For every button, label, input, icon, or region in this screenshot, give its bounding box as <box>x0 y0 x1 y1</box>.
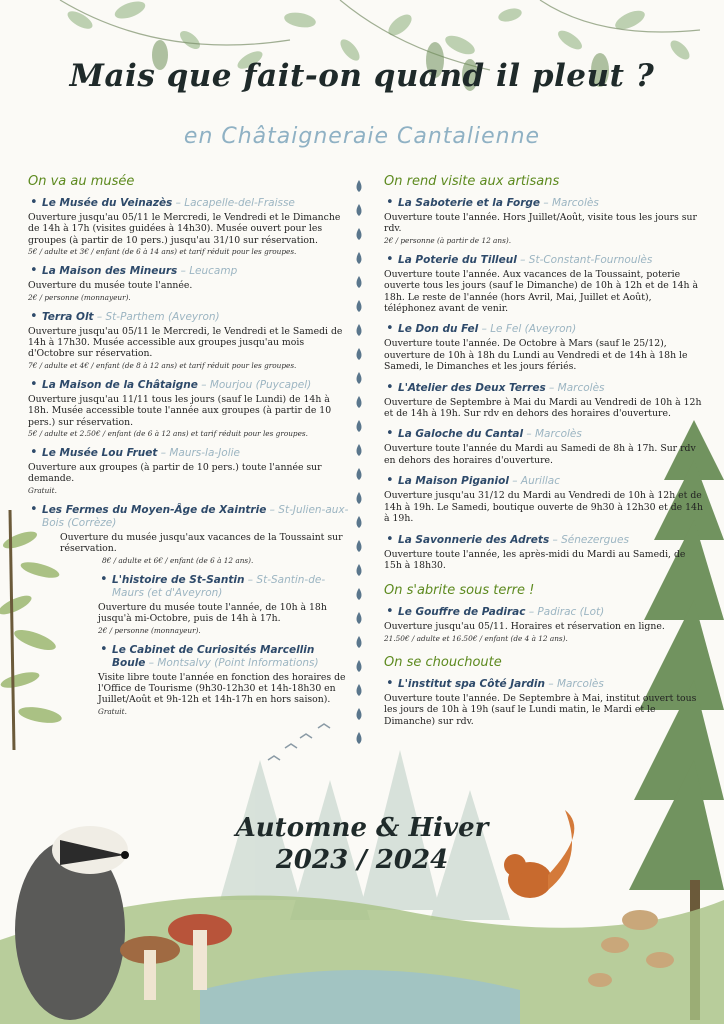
entry-name: Le Don du Fel <box>398 323 479 336</box>
list-item: • Les Fermes du Moyen-Âge de Xaintrie – St-Julien-aux-Bois (Corrèze) Ouverture du musée jusqu'aux vacances de la Toussaint sur réservation. 8€ / adulte et 6€ / enfant (de 6 à 12 ans). <box>28 504 350 565</box>
activities-column <box>384 174 704 736</box>
entry-description: Ouverture du musée toute l'année, de 10h à 18h jusqu'à mi-Octobre, puis de 14h à 17h. <box>98 601 327 625</box>
entry-place: Marcolès <box>556 677 604 690</box>
entry-price: 2€ / personne (monnayeur). <box>28 292 131 302</box>
entry-description: Ouverture de Septembre à Mai du Mardi au Vendredi de 10h à 12h et de 14h à 19h. Sur rdv en dehors des horaires d'ouverture. <box>384 396 702 420</box>
list-item: • L'institut spa Côté Jardin – Marcolès Ouverture toute l'année. De Septembre à Mai, institut ouvert tous les jours de 10h à 19h (sauf le Lundi matin, le Mardi et le Dimanche) sur rdv. <box>384 678 704 727</box>
list-item: • La Galoche du Cantal – Marcolès Ouverture toute l'année du Mardi au Samedi de 8h à 17h. Sur rdv en dehors des horaires d'ouverture. <box>384 428 704 466</box>
list-item: • La Maison Piganiol – Aurillac Ouverture jusqu'au 31/12 du Mardi au Vendredi de 10h à 12h et de 14h à 19h. Le Samedi, boutique ouverte de 9h30 à 12h30 et de 14h à 19h. <box>384 475 704 524</box>
entry-description: Ouverture toute l'année, les après-midi du Mardi au Samedi, de 15h à 18h30. <box>384 548 686 571</box>
list-item: • Le Cabinet de Curiosités Marcellin Boule – Montsalvy (Point Informations) Visite libre toute l'année en fonction des horaires de l'Office de Tourisme (9h30-12h30 et 14h-18h30 en Juillet/Août et 9h-12h et 14h-17h en hors saison). Gratuit. <box>98 644 350 716</box>
entry-price: Gratuit. <box>28 485 57 495</box>
entry-price: 5€ / adulte et 3€ / enfant (de 6 à 14 ans) et tarif réduit pour les groupes. <box>28 247 297 257</box>
entry-name: La Maison des Mineurs <box>42 265 178 278</box>
list-item: • Terra Olt – St-Parthem (Aveyron) Ouverture jusqu'au 05/11 le Mercredi, le Vendredi et le Samedi de 14h à 17h30. Musée accessible aux groupes jusqu'au mois d'Octobre sur réservation. 7€ / adulte et 4€ / enfant (de 8 à 12 ans) et tarif réduit pour les groupes. <box>28 311 350 370</box>
entry-place: Marcolès <box>557 381 605 394</box>
entry-place: Sénezergues <box>561 533 629 546</box>
season-line-2: 2023 / 2024 <box>275 845 449 875</box>
raindrop-divider <box>352 178 366 758</box>
entry-place: Lacapelle-del-Fraisse <box>184 197 295 209</box>
list-item: • Le Musée du Veinazès – Lacapelle-del-Fraisse Ouverture jusqu'au 05/11 le Mercredi, le Vendredi et le Dimanche de 14h à 17h (visites guidées à 14h30). Musée ouvert pour les groupes (à partir de 10 pers.) jusqu'au 31/10 sur réservation. 5€ / adulte et 3€ / enfant (de 6 à 14 ans) et tarif réduit pour les groupes. <box>28 197 350 256</box>
entry-description: Ouverture toute l'année. Hors Juillet/Août, visite tous les jours sur rdv. <box>384 212 697 235</box>
entry-name: L'institut spa Côté Jardin <box>398 677 545 690</box>
list-item: • La Savonnerie des Adrets – Sénezergues Ouverture toute l'année, les après-midi du Mardi au Samedi, de 15h à 18h30. <box>384 534 704 572</box>
entry-name: Les Fermes du Moyen-Âge de Xaintrie <box>42 503 267 516</box>
list-item: • La Poterie du Tilleul – St-Constant-Fournoulès Ouverture toute l'année. Aux vacances de la Toussaint, poterie ouverte tous les jours (sauf le Dimanche) de 10h à 12h et de 14h à 18h. Le reste de l'année (hors Avril, Mai, Juillet et Août), téléphonez avant de venir. <box>384 254 704 315</box>
entry-description: Ouverture du musée jusqu'aux vacances de la Toussaint sur réservation. <box>60 531 343 555</box>
page-title: Mais que fait-on quand il pleut ? <box>69 58 655 94</box>
entry-place: Mourjou (Puycapel) <box>209 378 312 391</box>
entry-description: Ouverture jusqu'au 11/11 tous les jours (sauf le Lundi) de 14h à 18h. Musée accessible toute l'année aux groupes (à partir de 10 pers.) sur réservation. <box>28 393 332 428</box>
entry-name: Le Musée du Veinazès <box>42 197 173 209</box>
entry-name: L'histoire de St-Santin <box>112 573 245 586</box>
section-title-underground: On s'abrite sous terre ! <box>384 583 535 599</box>
season-line-1: Automne & Hiver <box>235 813 489 843</box>
page-subtitle: en Châtaigneraie Cantalienne <box>183 124 541 149</box>
entry-place: St-Julien-aux-Bois (Corrèze) <box>42 503 349 529</box>
entry-price: 8€ / adulte et 6€ / enfant (de 6 à 12 ans). <box>102 555 254 565</box>
entry-description: Ouverture du musée toute l'année. <box>28 280 193 292</box>
section-title-artisans: On rend visite aux artisans <box>384 174 560 189</box>
section-title-museums: On va au musée <box>28 174 135 189</box>
entry-description: Ouverture toute l'année. De Septembre à Mai, institut ouvert tous les jours de 10h à 19h (sauf le Lundi matin, le Mardi et le Dimanche) sur rdv. <box>384 692 697 727</box>
entry-place: Aurillac <box>520 475 561 488</box>
entry-price: Gratuit. <box>98 706 127 716</box>
entry-name: Le Cabinet de Curiosités Marcellin Boule <box>112 643 315 669</box>
entry-name: La Maison Piganiol <box>398 475 509 488</box>
entry-price: 5€ / adulte et 2.50€ / enfant (de 6 à 12 ans) et tarif réduit pour les groupes. <box>28 429 308 439</box>
entry-name: La Maison de la Châtaigne <box>42 378 198 391</box>
entry-place: St-Santin-de-Maurs (et d'Aveyron) <box>112 573 326 599</box>
museums-column <box>28 174 350 725</box>
entry-name: La Savonnerie des Adrets <box>398 533 550 546</box>
entry-name: Le Gouffre de Padirac <box>398 606 526 619</box>
entry-description: Ouverture toute l'année. Aux vacances de la Toussaint, poterie ouverte tous les jours (sauf le Dimanche) de 10h à 12h et de 14h à 18h. Le reste de l'année (hors Avril, Mai, Juillet et Août), téléphonez avant de venir. <box>384 268 699 315</box>
entry-description: Ouverture jusqu'au 05/11 le Mercredi, le Vendredi et le Samedi de 14h à 17h30. Musée accessible aux groupes jusqu'au mois d'Octobre sur réservation. <box>28 325 343 360</box>
list-item: • La Maison de la Châtaigne – Mourjou (Puycapel) Ouverture jusqu'au 11/11 tous les jours (sauf le Lundi) de 14h à 18h. Musée accessible toute l'année aux groupes (à partir de 10 pers.) sur réservation. 5€ / adulte et 2.50€ / enfant (de 6 à 12 ans) et tarif réduit pour les groupes. <box>28 379 350 438</box>
entry-description: Ouverture aux groupes (à partir de 10 pers.) toute l'année sur demande. <box>28 462 322 485</box>
entry-name: La Poterie du Tilleul <box>398 253 517 266</box>
entry-description: Ouverture toute l'année. De Octobre à Mars (sauf le 25/12), ouverture de 10h à 18h du Lundi au Vendredi et de 14h à 18h le Samedi, le Dimanches et les jours fériés. <box>384 338 688 373</box>
entry-place: Marcolès <box>551 197 599 209</box>
list-item: • Le Musée Lou Fruet – Maurs-la-Jolie Ouverture aux groupes (à partir de 10 pers.) toute l'année sur demande. Gratuit. <box>28 447 350 495</box>
entry-name: La Galoche du Cantal <box>398 428 524 441</box>
entry-price: 2€ / personne (à partir de 12 ans). <box>384 235 512 245</box>
entry-place: Maurs-la-Jolie <box>169 447 241 460</box>
entry-place: Montsalvy (Point Informations) <box>157 656 319 669</box>
entry-place: Padirac (Lot) <box>537 606 605 619</box>
list-item: • Le Gouffre de Padirac – Padirac (Lot) Ouverture jusqu'au 05/11. Horaires et réservation en ligne. 21.50€ / adulte et 16.50€ / enfant (de 4 à 12 ans). <box>384 606 704 642</box>
section-title-pamper: On se chouchoute <box>384 654 502 670</box>
entry-place: St-Constant-Fournoulès <box>528 253 653 266</box>
entry-price: 7€ / adulte et 4€ / enfant (de 8 à 12 ans) et tarif réduit pour les groupes. <box>28 360 297 370</box>
entry-place: Leucamp <box>189 265 238 278</box>
list-item: • Le Don du Fel – Le Fel (Aveyron) Ouverture toute l'année. De Octobre à Mars (sauf le 25/12), ouverture de 10h à 18h du Lundi au Vendredi et de 14h à 18h le Samedi, le Dimanches et les jours fériés. <box>384 323 704 372</box>
entry-name: La Saboterie et la Forge <box>398 197 541 209</box>
list-item: • L'Atelier des Deux Terres – Marcolès Ouverture de Septembre à Mai du Mardi au Vendredi de 10h à 12h et de 14h à 19h. Sur rdv en dehors des horaires d'ouverture. <box>384 382 704 420</box>
entry-place: Le Fel (Aveyron) <box>490 323 577 336</box>
entry-description: Ouverture jusqu'au 05/11. Horaires et réservation en ligne. <box>384 621 665 633</box>
entry-description: Ouverture toute l'année du Mardi au Samedi de 8h à 17h. Sur rdv en dehors des horaires d'ouverture. <box>384 443 696 466</box>
entry-description: Ouverture jusqu'au 05/11 le Mercredi, le Vendredi et le Dimanche de 14h à 17h (visites guidées à 14h30). Musée ouvert pour les groupes (à partir de 10 pers.) jusqu'au 31/10 sur réservation. <box>28 212 341 246</box>
entry-name: Terra Olt <box>42 310 94 323</box>
list-item: • La Saboterie et la Forge – Marcolès Ouverture toute l'année. Hors Juillet/Août, visite tous les jours sur rdv. 2€ / personne (à partir de 12 ans). <box>384 197 704 245</box>
entry-description: Ouverture jusqu'au 31/12 du Mardi au Vendredi de 10h à 12h et de 14h à 19h. Le Samedi, boutique ouverte de 9h30 à 12h30 et de 14h à 19h. <box>384 490 703 525</box>
list-item: • L'histoire de St-Santin – St-Santin-de-Maurs (et d'Aveyron) Ouverture du musée toute l'année, de 10h à 18h jusqu'à mi-Octobre, puis de 14h à 17h. 2€ / personne (monnayeur). <box>98 574 350 635</box>
entry-description: Visite libre toute l'année en fonction des horaires de l'Office de Tourisme (9h30-12h30 et 14h-18h30 en Juillet/Août et 9h-12h et 14h-17h en hors saison). <box>98 671 346 706</box>
entry-price: 21.50€ / adulte et 16.50€ / enfant (de 4 à 12 ans). <box>384 633 568 643</box>
entry-price: 2€ / personne (monnayeur). <box>98 625 201 635</box>
entry-name: L'Atelier des Deux Terres <box>398 381 546 394</box>
list-item: • La Maison des Mineurs – Leucamp Ouverture du musée toute l'année. 2€ / personne (monnayeur). <box>28 265 350 301</box>
entry-place: Marcolès <box>534 428 582 441</box>
season-label <box>0 812 724 876</box>
entry-place: St-Parthem (Aveyron) <box>105 310 220 323</box>
entry-name: Le Musée Lou Fruet <box>42 447 158 460</box>
